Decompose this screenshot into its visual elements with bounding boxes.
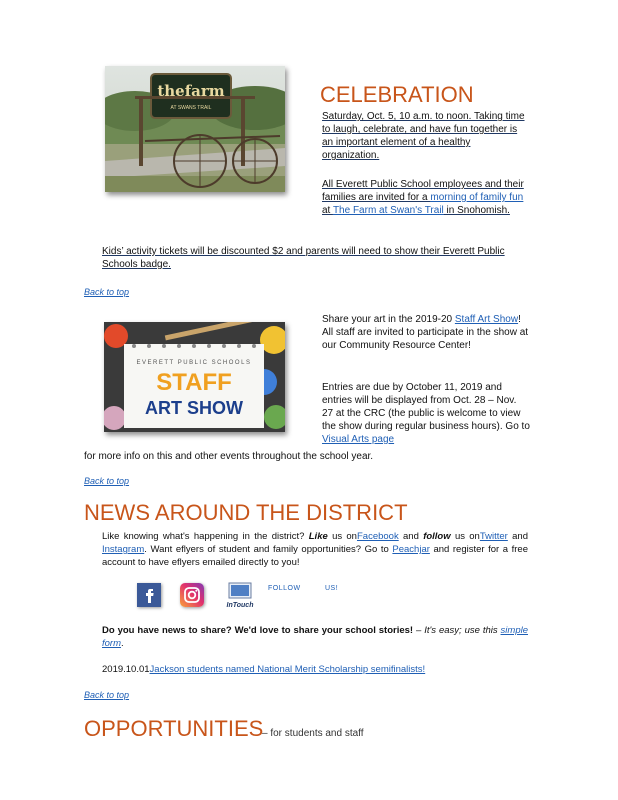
celebration-p2-text-2: at <box>322 205 333 216</box>
news-p1-text-5: and <box>507 531 528 542</box>
back-to-top-link[interactable]: Back to top <box>84 287 130 297</box>
art-show-line1: STAFF <box>156 369 232 396</box>
celebration-paragraph-2 <box>322 178 528 217</box>
morning-of-family-fun-link[interactable]: morning of family fun <box>430 192 524 203</box>
news-p1-text-2: us on <box>327 531 357 542</box>
art-show-p1-text-2: ! All staff are invited to participate in the show at our Community Resource Center! <box>322 314 529 351</box>
celebration-heading: CELEBRATION <box>320 82 474 107</box>
farm-sign-subtitle: AT SWANS TRAIL <box>170 105 212 111</box>
simple-form-link[interactable]: simple form <box>102 625 528 649</box>
news-paragraph <box>102 530 528 569</box>
farm-photo <box>105 66 285 192</box>
news-item <box>102 663 425 676</box>
facebook-icon[interactable] <box>137 583 161 607</box>
peachjar-link[interactable]: Peachjar <box>392 544 430 555</box>
news-p1-text-6: . Want eflyers of student and family opportunities? Go to <box>144 544 393 555</box>
news-item-date: 2019.10.01 <box>102 664 150 675</box>
art-show-paragraph-2 <box>322 381 530 446</box>
share-news-question: Do you have news to share? We'd love to share your school stories! <box>102 625 414 636</box>
art-show-illustration <box>104 322 285 432</box>
follow-us-label: FOLLOW US! <box>268 585 339 592</box>
opportunities-heading: OPPORTUNITIES <box>84 716 264 741</box>
intouch-label: InTouch <box>226 602 254 609</box>
back-to-top-link-2[interactable]: Back to top <box>84 476 130 486</box>
farm-sign-illustration <box>105 66 285 192</box>
news-p1-text: Like knowing what's happening in the district? <box>102 531 309 542</box>
share-news-period: . <box>121 638 124 649</box>
twitter-link[interactable]: Twitter <box>479 531 508 542</box>
art-show-line2: ART SHOW <box>145 398 243 418</box>
intouch-icon[interactable] <box>225 581 255 609</box>
news-like-emphasis: Like <box>308 531 328 542</box>
art-show-paragraph-1 <box>322 313 530 352</box>
celebration-paragraph-3: Kids’ activity tickets will be discounted $2 and parents will need to show their Everett Public Schools badge. <box>102 246 505 270</box>
instagram-link[interactable]: Instagram <box>102 544 145 555</box>
share-news-paragraph <box>102 624 528 650</box>
art-show-p2-text: Entries are due by October 11, 2019 and entries will be displayed from Oct. 28 – Nov. 27 at the CRC (the public is welcome to view the show during regular business hours). Go to <box>322 382 530 432</box>
staff-art-show-link[interactable]: Staff Art Show <box>454 314 519 325</box>
farm-sign-title: thefarm <box>157 82 225 100</box>
art-show-p1-text: Share your art in the 2019-20 <box>322 314 455 325</box>
art-show-org: EVERETT PUBLIC SCHOOLS <box>136 360 252 366</box>
news-p1-text-7: and register for a free account to have eflyers emailed directly to you! <box>102 544 528 568</box>
art-show-image <box>104 322 285 432</box>
share-news-text: – It's easy; use this <box>413 625 501 636</box>
back-to-top-link-3[interactable]: Back to top <box>84 690 130 700</box>
facebook-link[interactable]: Facebook <box>356 531 399 542</box>
news-follow-emphasis: follow <box>423 531 451 542</box>
news-item-link[interactable]: Jackson students named National Merit Scholarship semifinalists! <box>149 664 426 675</box>
art-show-more-info: for more info on this and other events throughout the school year. <box>84 451 374 462</box>
news-p1-text-4: us on <box>450 531 480 542</box>
news-heading: NEWS AROUND THE DISTRICT <box>84 500 408 525</box>
visual-arts-page-link[interactable]: Visual Arts page <box>322 434 395 445</box>
farm-at-swans-trail-link[interactable]: The Farm at Swan's Trail <box>332 205 444 216</box>
opportunities-subheading: – for students and staff <box>262 728 364 739</box>
celebration-paragraph-1: Saturday, Oct. 5, 10 a.m. to noon. Taking time to laugh, celebrate, and have fun together is an important element of a healthy organization. <box>322 111 525 161</box>
news-p1-text-3: and <box>398 531 424 542</box>
celebration-p2-text: All Everett Public School employees and their families are invited for a <box>322 179 524 203</box>
instagram-icon[interactable] <box>180 583 204 607</box>
celebration-p2-text-3: in Snohomish. <box>443 205 510 216</box>
